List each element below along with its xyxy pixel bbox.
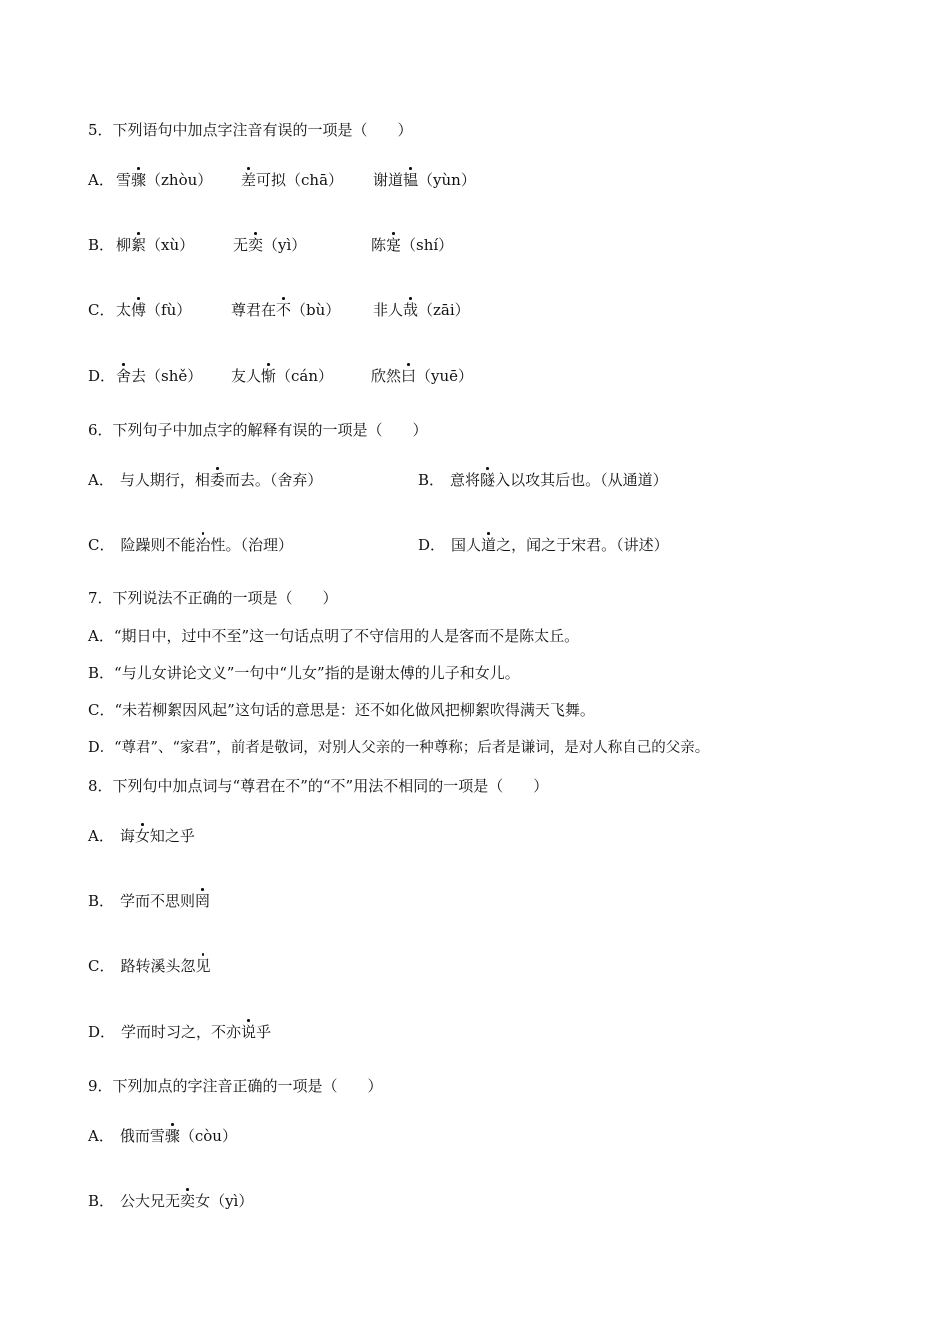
emphasis-dot-char: 罔: [195, 892, 211, 910]
q7-option-d: D．“尊君”、“家君”，前者是敬词，对别人父亲的一种尊称；后者是谦词，是对人称自己的父亲。: [88, 740, 710, 756]
q5-option-b: [88, 235, 508, 255]
emphasis-dot-char: 韫: [403, 171, 419, 189]
emphasis-dot-char: 说: [241, 1023, 257, 1041]
q6-option-c: C． 险躁则不能治性。（治理）: [88, 536, 294, 554]
emphasis-dot-char: 女: [134, 827, 150, 845]
option-label: D．: [88, 367, 116, 385]
emphasis-dot-char: 隧: [480, 471, 496, 489]
q5-d-item-2: 友人惭（cán）: [231, 367, 334, 385]
q6-option-d: D． 国人道之，闻之于宋君。（讲述）: [418, 536, 669, 554]
q5-c-item-3: 非人哉（zāi）: [373, 301, 470, 319]
option-label: A．: [88, 171, 114, 189]
q7-option-a: A．“期日中，过中不至”这一句话点明了不守信用的人是客而不是陈太丘。: [88, 627, 580, 645]
emphasis-dot-char: 见: [195, 957, 211, 975]
emphasis-dot-char: 骤: [164, 1127, 180, 1145]
emphasis-dot-char: 骤: [131, 171, 147, 189]
q6-option-b: B． 意将隧入以攻其后也。（从通道）: [418, 471, 668, 489]
q8-option-c: C． 路转溪头忽见: [88, 957, 211, 975]
q8-option-d: D． 学而时习之，不亦说乎: [88, 1023, 272, 1041]
q5-c-item-2: 尊君在不（bù）: [231, 301, 341, 319]
emphasis-dot-char: 奕: [248, 236, 264, 254]
emphasis-dot-char: 道: [481, 536, 497, 554]
q8-option-a: A． 诲女知之乎: [88, 827, 195, 845]
emphasis-dot-char: 寔: [386, 236, 402, 254]
q5-option-d: [88, 366, 508, 386]
q6-stem: 6．下列句子中加点字的解释有误的一项是（ ）: [88, 421, 428, 439]
q5-option-c: [88, 300, 508, 320]
q8-stem: 8．下列句中加点词与“尊君在不”的“不”用法不相同的一项是（ ）: [88, 777, 549, 795]
q5-b-item-1: 柳絮（xù）: [116, 236, 195, 254]
q5-a-item-2: 差可拟（chā）: [241, 171, 344, 189]
emphasis-dot-char: 不: [276, 301, 292, 319]
option-label: C．: [88, 301, 115, 319]
emphasis-dot-char: 治: [195, 536, 211, 554]
emphasis-dot-char: 曰: [401, 367, 417, 385]
q5-stem: 5．下列语句中加点字注音有误的一项是（ ）: [88, 121, 413, 139]
option-label: B．: [88, 236, 115, 254]
emphasis-dot-char: 舍: [116, 367, 132, 385]
q7-stem: 7．下列说法不正确的一项是（ ）: [88, 589, 338, 607]
q5-a-item-1: 雪骤（zhòu）: [116, 171, 213, 189]
q7-option-b: B．“与儿女讲论文义”一句中“儿女”指的是谢太傅的儿子和女儿。: [88, 664, 520, 682]
q5-b-item-3: 陈寔（shí）: [371, 236, 454, 254]
emphasis-dot-char: 委: [209, 471, 225, 489]
emphasis-dot-char: 哉: [403, 301, 419, 319]
q5-c-item-1: 太傅（fù）: [116, 301, 192, 319]
q5-d-item-1: 舍去（shě）: [116, 367, 203, 385]
q5-b-item-2: 无奕（yì）: [233, 236, 307, 254]
emphasis-dot-char: 傅: [131, 301, 147, 319]
emphasis-dot-char: 惭: [261, 367, 277, 385]
q9-stem: 9．下列加点的字注音正确的一项是（ ）: [88, 1077, 383, 1095]
q5-d-item-3: 欣然曰（yuē）: [371, 367, 474, 385]
q8-option-b: B． 学而不思则罔: [88, 892, 211, 910]
q6-option-a: A． 与人期行，相委而去。（舍弃）: [88, 471, 323, 489]
emphasis-dot-char: 奕: [180, 1192, 196, 1210]
emphasis-dot-char: 絮: [131, 236, 147, 254]
q5-a-item-3: 谢道韫（yùn）: [373, 171, 476, 189]
q7-option-c: C．“未若柳絮因风起”这句话的意思是：还不如化做风把柳絮吹得满天飞舞。: [88, 701, 595, 719]
q9-option-b: B． 公大兄无奕女（yì）: [88, 1192, 254, 1210]
q9-option-a: A． 俄而雪骤（còu）: [88, 1127, 237, 1145]
q5-option-a: [88, 170, 508, 190]
emphasis-dot-char: 差: [241, 171, 257, 189]
